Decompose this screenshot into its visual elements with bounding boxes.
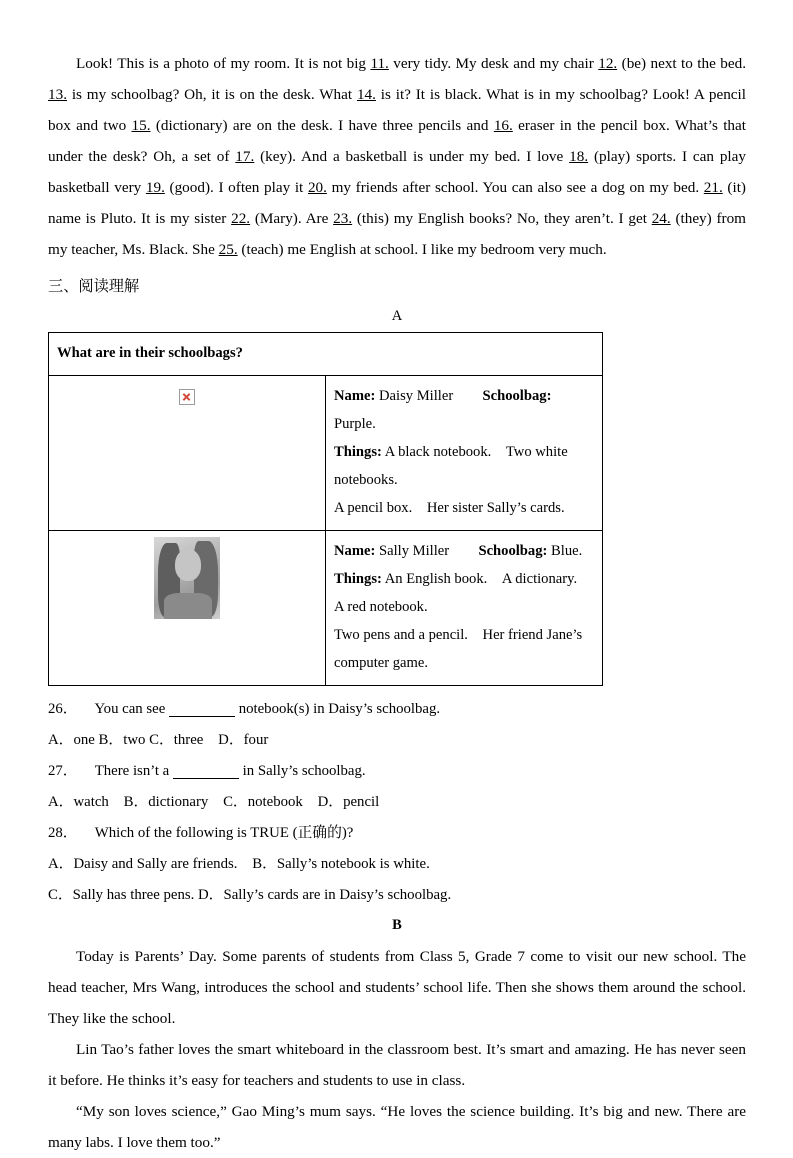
cloze-text-6: (dictionary) are on the desk. I have three pencils and: [150, 117, 494, 134]
question-26-options: A．one B．two C．three D．four: [48, 732, 269, 748]
cloze-text-10: (good). I often play it: [164, 179, 308, 196]
cloze-text-1: Look! This is a photo of my room. It is not big: [76, 55, 371, 72]
cloze-blank-24: 24.: [651, 210, 671, 227]
question-27-blank: [173, 765, 239, 779]
cloze-text-16: (teach) me English at school. I like my bedroom very much.: [237, 241, 607, 258]
cloze-text-14: (this) my English books? No, they aren’t. I get: [352, 210, 652, 227]
table-row: [49, 531, 603, 686]
cloze-paragraph: [48, 48, 746, 265]
question-26-number: 26．: [48, 701, 78, 717]
passage-b-label: B: [392, 917, 402, 933]
sally-things-label: Things:: [334, 571, 382, 587]
cloze-text-3: (be) next to the bed.: [617, 55, 746, 72]
cloze-text-12: (it) name is Pluto. It is my sister: [48, 179, 746, 227]
sally-line-1: [334, 537, 594, 565]
cloze-text-8: (key). And a basketball is under my bed. I love: [254, 148, 570, 165]
passage-b-paragraph-2: [48, 1034, 746, 1096]
cloze-text-5: is it? It is black. What is in my schoolbag? Look! A pencil box and two: [48, 86, 746, 134]
cloze-blank-16: 16.: [493, 117, 513, 134]
question-27-stem-after: in Sally’s schoolbag.: [242, 763, 366, 779]
sally-schoolbag-value: Blue.: [551, 543, 583, 559]
cloze-text-2: very tidy. My desk and my chair: [388, 55, 599, 72]
cloze-blank-19: 19.: [145, 179, 165, 196]
daisy-things-value: A black notebook. Two white notebooks.: [334, 444, 568, 488]
broken-image-icon: [179, 389, 195, 405]
daisy-line-3: A pencil box. Her sister Sally’s cards.: [334, 500, 565, 516]
cloze-blank-11: 11.: [370, 55, 389, 72]
sally-name-value: Sally Miller: [379, 543, 450, 559]
cloze-blank-22: 22.: [231, 210, 251, 227]
question-26-blank: [169, 703, 235, 717]
cloze-blank-25: 25.: [218, 241, 238, 258]
daisy-things-label: Things:: [334, 444, 382, 460]
cloze-text-11: my friends after school. You can also see a dog on my bed.: [326, 179, 704, 196]
sally-name-label: Name:: [334, 543, 376, 559]
passage-b-text-1: Today is Parents’ Day. Some parents of students from Class 5, Grade 7 come to visit our new school. The head teacher, Mrs Wang, introduces the school and students’ school life. Then she shows them around the school. They like the school.: [48, 948, 746, 1027]
daisy-schoolbag-value: Purple.: [334, 416, 376, 432]
cloze-blank-17: 17.: [235, 148, 255, 165]
cloze-blank-15: 15.: [131, 117, 151, 134]
cloze-text-15: (they) from my teacher, Ms. Black. She: [48, 210, 746, 258]
question-26-stem-before: You can see: [94, 701, 166, 717]
sally-info-cell: [326, 531, 603, 686]
sally-things-value: An English book. A dictionary. A red notebook.: [334, 571, 592, 615]
sally-line-2: [334, 565, 594, 621]
cloze-blank-18: 18.: [569, 148, 589, 165]
passage-b-text-2: Lin Tao’s father loves the smart whiteboard in the classroom best. It’s smart and amazing. He has never seen it before. He thinks it’s easy for teachers and students to use in class.: [48, 1041, 746, 1089]
cloze-blank-14: 14.: [356, 86, 376, 103]
passage-b-paragraph-1: [48, 941, 746, 1034]
cloze-text-9: (play) sports. I can play basketball very: [48, 148, 746, 196]
daisy-info-cell: [326, 376, 603, 531]
cloze-blank-12: 12.: [598, 55, 618, 72]
girl-photo: [154, 537, 220, 619]
daisy-name-label: Name:: [334, 388, 376, 404]
cloze-blank-20: 20.: [307, 179, 327, 196]
cloze-text-7: eraser in the pencil box. What’s that under the desk? Oh, a set of: [48, 117, 746, 165]
question-27-options: A．watch B．dictionary C．notebook D．pencil: [48, 794, 380, 810]
question-28-stem: Which of the following is TRUE (正确的)?: [94, 825, 354, 841]
passage-a-label: A: [391, 308, 403, 324]
daisy-image-cell: [49, 376, 326, 531]
cloze-text-13: (Mary). Are: [250, 210, 334, 227]
question-27: [48, 756, 746, 787]
question-27-number: 27．: [48, 763, 78, 779]
question-26-stem-after: notebook(s) in Daisy’s schoolbag.: [238, 701, 441, 717]
question-27-stem-before: There isn’t a: [94, 763, 170, 779]
table-header-cell: What are in their schoolbags?: [49, 333, 603, 376]
table-header-row: [49, 333, 603, 376]
page-content: [48, 48, 746, 1158]
cloze-blank-21: 21.: [703, 179, 723, 196]
question-28: [48, 818, 746, 849]
question-28-options-line1: A．Daisy and Sally are friends. B．Sally’s notebook is white.: [48, 856, 430, 872]
sally-schoolbag-label: Schoolbag:: [478, 543, 548, 559]
passage-b-text-3: “My son loves science,” Gao Ming’s mum says. “He loves the science building. It’s big and new. There are many labs. I love them too.”: [48, 1103, 746, 1151]
schoolbag-table: [48, 332, 603, 686]
passage-b-paragraph-3: [48, 1096, 746, 1158]
question-26: [48, 694, 746, 725]
cloze-blank-23: 23.: [333, 210, 353, 227]
daisy-name-value: Daisy Miller: [379, 388, 454, 404]
sally-line-3: Two pens and a pencil. Her friend Jane’s computer game.: [334, 627, 583, 671]
section-heading-reading: 三、阅读理解: [48, 278, 140, 295]
sally-image-cell: [49, 531, 326, 686]
daisy-line-2: [334, 438, 594, 494]
question-28-options-line2: C．Sally has three pens. D．Sally’s cards are in Daisy’s schoolbag.: [48, 887, 452, 903]
cloze-text-4: is my schoolbag? Oh, it is on the desk. What: [66, 86, 357, 103]
cloze-blank-13: 13.: [48, 86, 67, 103]
daisy-schoolbag-label: Schoolbag:: [482, 388, 552, 404]
daisy-line-1: [334, 382, 594, 438]
question-28-number: 28．: [48, 825, 78, 841]
table-row: [49, 376, 603, 531]
